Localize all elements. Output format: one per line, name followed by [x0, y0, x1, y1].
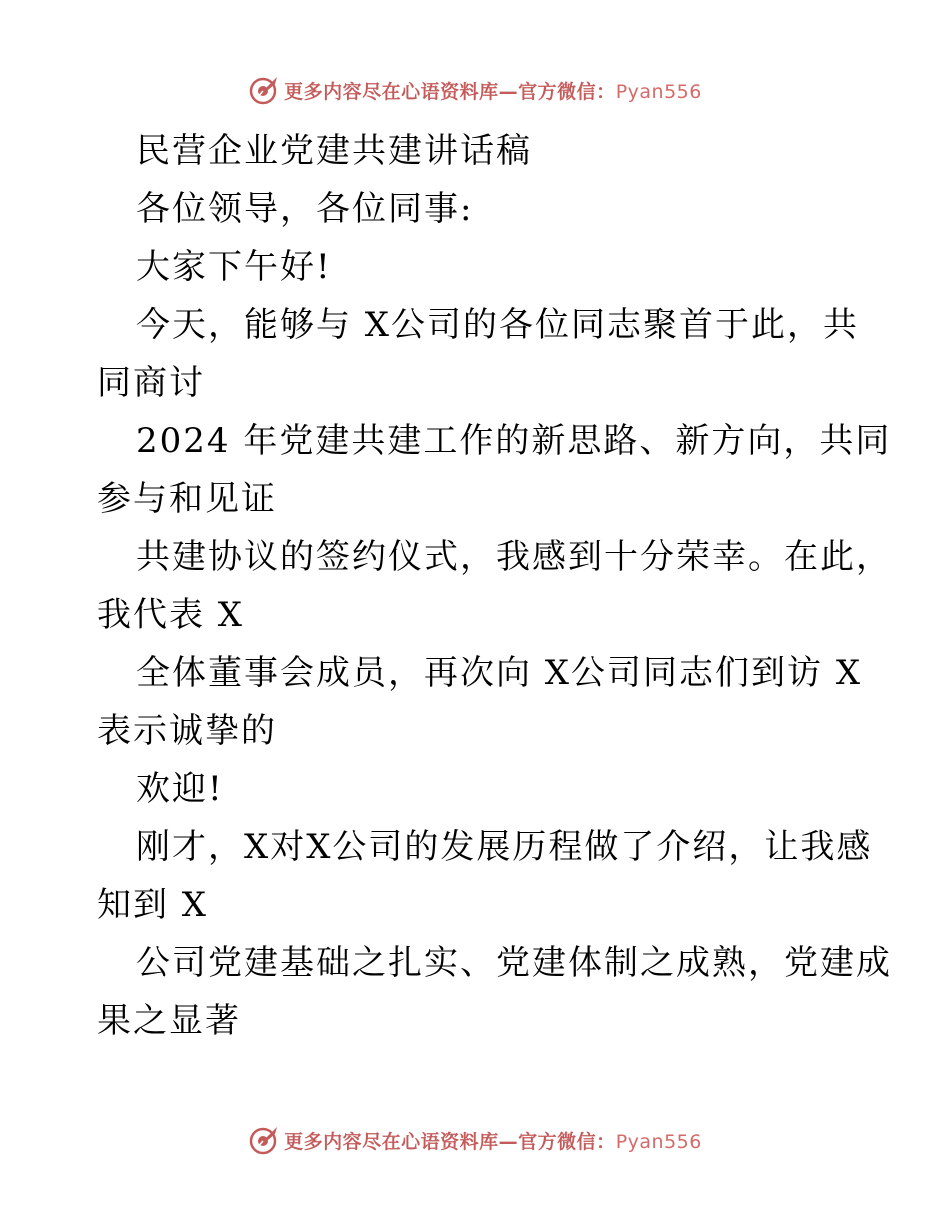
document-line: 今天，能够与 X公司的各位同志聚首于此，共 [136, 305, 860, 345]
quill-logo-icon [248, 1124, 280, 1156]
footer-banner [0, 1120, 950, 1160]
document-body [97, 122, 892, 1050]
document-line: 民营企业党建共建讲话稿 [136, 131, 532, 171]
document-line: 表示诚挚的 [97, 711, 277, 751]
header-banner-main: 更多内容尽在心语资料库 [284, 80, 499, 103]
header-banner-account: Pyan556 [615, 80, 702, 103]
document-line: 大家下午好! [136, 247, 332, 287]
quill-logo-icon [248, 74, 280, 106]
document-line: 2024 年党建共建工作的新思路、新方向，共同 [136, 421, 892, 461]
document-line: 参与和见证 [97, 479, 277, 519]
footer-banner-official: 官方微信： [518, 1130, 616, 1153]
document-line: 我代表 X [97, 595, 245, 635]
document-line: 共建协议的签约仪式，我感到十分荣幸。在此， [136, 537, 892, 577]
footer-banner-main: 更多内容尽在心语资料库 [284, 1130, 499, 1153]
document-line: 各位领导，各位同事: [136, 189, 474, 229]
header-banner-sep: — [498, 80, 519, 103]
footer-banner-text [284, 1127, 702, 1154]
header-banner [0, 70, 950, 110]
header-banner-text [284, 77, 702, 104]
document-line: 同商讨 [97, 363, 205, 403]
document-line: 欢迎! [136, 769, 224, 809]
document-line: 果之显著 [97, 1001, 241, 1041]
header-banner-official: 官方微信： [518, 80, 616, 103]
footer-banner-sep: — [498, 1130, 519, 1153]
document-line: 刚才，X对X公司的发展历程做了介绍，让我感 [136, 827, 873, 867]
footer-banner-account: Pyan556 [615, 1130, 702, 1153]
document-line: 知到 X [97, 885, 209, 925]
document-line: 公司党建基础之扎实、党建体制之成熟，党建成 [136, 943, 892, 983]
document-line: 全体董事会成员，再次向 X公司同志们到访 X [136, 653, 863, 693]
